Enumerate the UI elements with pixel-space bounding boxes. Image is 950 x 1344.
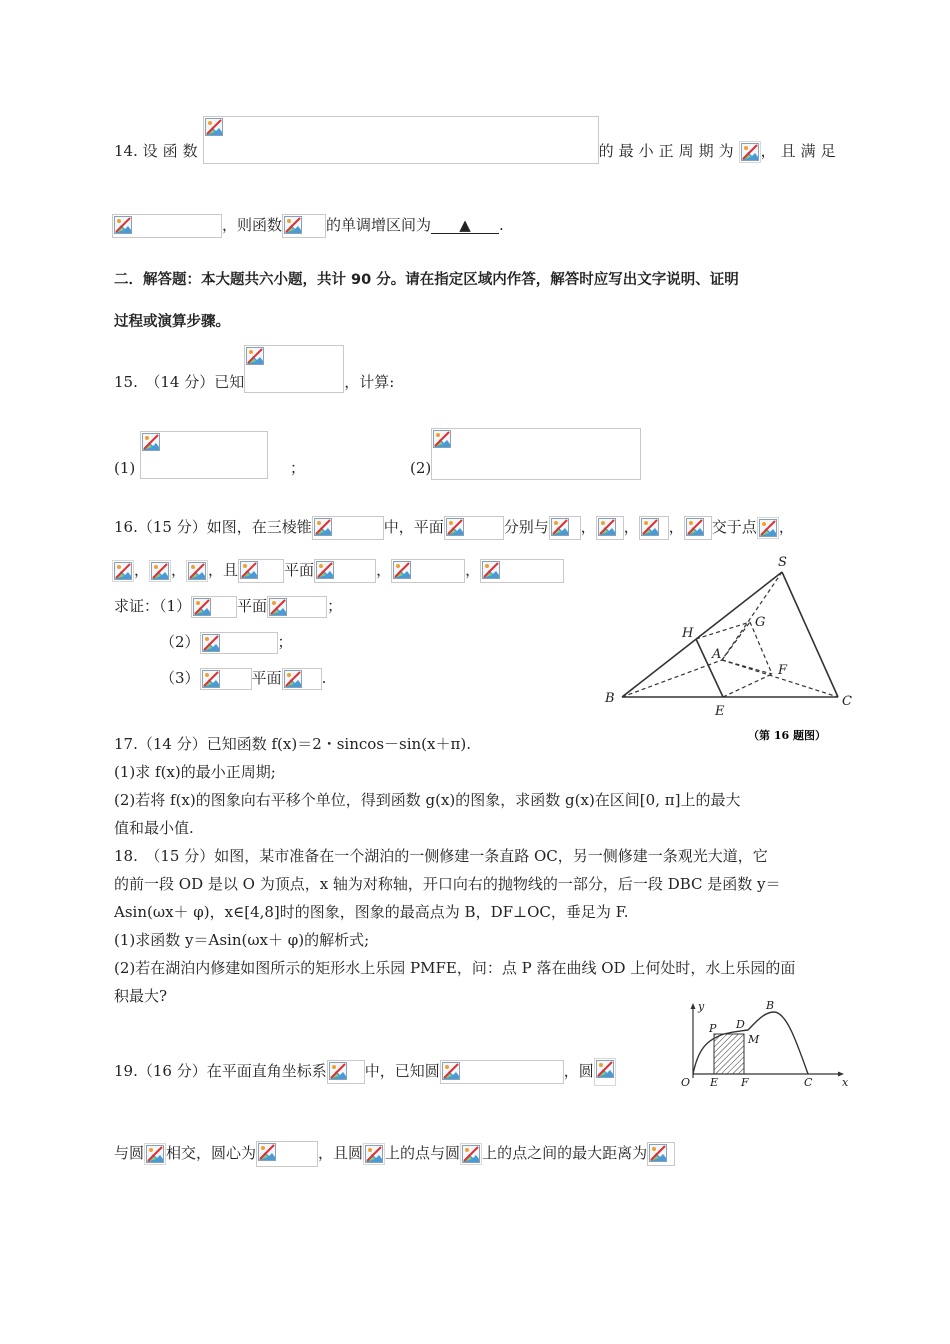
formula-image bbox=[191, 596, 237, 618]
q19-line-1: 19.（16 分）在平面直角坐标系 中，已知圆 ，圆 bbox=[114, 1058, 616, 1086]
q17-line-3: (2)若将 f(x)的图象向右平移个单位，得到函数 g(x)的图象，求函数 g(x)在区间[0, π]上的最大 bbox=[114, 791, 741, 809]
formula-image bbox=[112, 214, 222, 238]
broken-image-icon bbox=[649, 1144, 667, 1162]
label-b: B bbox=[766, 1000, 775, 1012]
broken-image-icon bbox=[142, 433, 160, 451]
broken-image-icon bbox=[246, 347, 264, 365]
formula-image bbox=[238, 559, 284, 583]
formula-image bbox=[757, 517, 779, 539]
formula-image bbox=[549, 516, 581, 540]
q15-part-2: (2) bbox=[410, 458, 641, 480]
formula-image bbox=[431, 428, 641, 480]
broken-image-icon bbox=[329, 1062, 347, 1080]
broken-image-icon bbox=[284, 670, 302, 688]
broken-image-icon bbox=[193, 598, 211, 616]
q19-line-2: 与圆 相交，圆心为 ，且圆 上的点与圆 上的点之间的最大距离为 bbox=[114, 1141, 675, 1167]
broken-image-icon bbox=[641, 518, 659, 536]
formula-image bbox=[363, 1143, 385, 1165]
broken-image-icon bbox=[365, 1145, 383, 1163]
broken-image-icon bbox=[433, 430, 451, 448]
formula-image bbox=[144, 1143, 166, 1165]
formula-image bbox=[267, 596, 327, 618]
q15-line-1: 15. （14 分）已知 ，计算: bbox=[114, 372, 394, 393]
q15-part-1: (1) bbox=[114, 458, 268, 479]
broken-image-icon bbox=[146, 1145, 164, 1163]
broken-image-icon bbox=[759, 519, 777, 537]
q17-line-1: 17.（14 分）已知函数 f(x)＝2・sincos－sin(x＋π). bbox=[114, 735, 471, 753]
formula-image bbox=[647, 1142, 675, 1166]
broken-image-icon bbox=[393, 561, 411, 579]
broken-image-icon bbox=[202, 634, 220, 652]
q17-line-4: 值和最小值. bbox=[114, 819, 194, 837]
formula-image bbox=[596, 516, 624, 540]
edge-sc bbox=[782, 572, 838, 697]
broken-image-icon bbox=[284, 216, 302, 234]
label-e: E bbox=[715, 704, 725, 719]
formula-image bbox=[112, 560, 134, 582]
formula-image bbox=[639, 516, 669, 540]
q16-prove-2: （2） ； bbox=[160, 632, 293, 654]
formula-image bbox=[684, 516, 712, 540]
q16-line-1: 16.（15 分）如图，在三棱锥 中，平面 分别与 ， ， ， 交于点 ， bbox=[114, 516, 794, 540]
edge-ef bbox=[723, 674, 772, 697]
formula-image bbox=[460, 1143, 482, 1165]
broken-image-icon bbox=[258, 1143, 276, 1161]
label-f: F bbox=[778, 663, 788, 678]
section-heading-cont: 过程或演算步骤。 bbox=[114, 314, 230, 330]
broken-image-icon bbox=[205, 118, 223, 136]
formula-image bbox=[200, 632, 278, 654]
answer-blank[interactable]: ▲ bbox=[431, 217, 499, 234]
broken-image-icon bbox=[741, 143, 759, 161]
broken-image-icon bbox=[462, 1145, 480, 1163]
formula-image bbox=[314, 559, 376, 583]
formula-image bbox=[440, 1060, 564, 1084]
label-e: E bbox=[710, 1076, 719, 1089]
formula-image bbox=[327, 1060, 365, 1084]
label-f: F bbox=[741, 1076, 749, 1089]
label-g: G bbox=[755, 615, 766, 630]
broken-image-icon bbox=[314, 518, 332, 536]
lake-curve-figure bbox=[676, 1000, 856, 1100]
label-o: O bbox=[681, 1076, 691, 1089]
q18-line-4: (1)求函数 y＝Asin(ωx＋ φ)的解析式; bbox=[114, 931, 370, 949]
broken-image-icon bbox=[114, 216, 132, 234]
formula-image bbox=[594, 1058, 616, 1086]
broken-image-icon bbox=[686, 518, 704, 536]
q18-line-6: 积最大? bbox=[114, 987, 168, 1005]
rectangle-pmfe bbox=[714, 1034, 744, 1074]
formula-image bbox=[739, 141, 761, 163]
broken-image-icon bbox=[151, 562, 169, 580]
label-m: M bbox=[748, 1033, 760, 1046]
q15-semicolon: ； bbox=[290, 459, 306, 477]
formula-image bbox=[444, 516, 504, 540]
q18-line-1: 18. （15 分）如图，某市准备在一个湖泊的一侧修建一条直路 OC，另一侧修建一条观光大道，它 bbox=[114, 847, 768, 865]
edge-sb bbox=[622, 572, 782, 697]
formula-image bbox=[140, 431, 268, 479]
q17-line-2: (1)求 f(x)的最小正周期; bbox=[114, 763, 276, 781]
broken-image-icon bbox=[316, 561, 334, 579]
edge-ba bbox=[622, 660, 722, 697]
formula-image bbox=[312, 516, 384, 540]
section-heading: 二．解答题：本大题共六小题，共计 90 分。请在指定区域内作答，解答时应写出文字说明、证明 bbox=[114, 272, 739, 288]
broken-image-icon bbox=[188, 562, 206, 580]
formula-image bbox=[149, 560, 171, 582]
broken-image-icon bbox=[240, 561, 258, 579]
label-b: B bbox=[605, 691, 615, 706]
q14-line-1: 14. 设函数 的最小正周期为 ，且满足 bbox=[114, 140, 841, 164]
edge-af bbox=[722, 660, 772, 674]
formula-image bbox=[480, 559, 564, 583]
broken-image-icon bbox=[442, 1062, 460, 1080]
q18-line-5: (2)若在湖泊内修建如图所示的矩形水上乐园 PMFE，问：点 P 落在曲线 OD 上何处时，水上乐园的面 bbox=[114, 959, 796, 977]
q16-prove-1: 求证：（1） 平面 ； bbox=[114, 596, 342, 618]
label-d: D bbox=[736, 1018, 745, 1031]
broken-image-icon bbox=[482, 561, 500, 579]
broken-image-icon bbox=[202, 670, 220, 688]
broken-image-icon bbox=[596, 1060, 614, 1078]
broken-image-icon bbox=[114, 562, 132, 580]
label-c: C bbox=[842, 694, 852, 709]
formula-image bbox=[186, 560, 208, 582]
label-s: S bbox=[778, 555, 787, 570]
broken-image-icon bbox=[598, 518, 616, 536]
label-a: A bbox=[712, 647, 722, 662]
broken-image-icon bbox=[551, 518, 569, 536]
formula-image bbox=[203, 116, 599, 164]
q16-line-2: ， ， ，且 平面 ， ， bbox=[112, 559, 564, 583]
tetrahedron-figure bbox=[600, 550, 860, 750]
q18-line-2: 的前一段 OD 是以 O 为顶点，x 轴为对称轴，开口向右的抛物线的一部分，后一段 DBC 是函数 y＝ bbox=[114, 875, 781, 893]
label-p: P bbox=[709, 1022, 717, 1035]
formula-image bbox=[244, 345, 344, 393]
formula-image bbox=[200, 668, 252, 690]
q16-prove-3: （3） 平面 . bbox=[160, 668, 326, 690]
formula-image bbox=[282, 214, 326, 238]
q14-line-2: ，则函数 的单调增区间为 ▲ . bbox=[112, 214, 504, 238]
q18-line-3: Asin(ωx＋ φ)，x∈[4,8]时的图象，图象的最高点为 B，DF⊥OC，垂足为 F. bbox=[114, 903, 629, 921]
formula-image bbox=[391, 559, 465, 583]
broken-image-icon bbox=[269, 598, 287, 616]
formula-image bbox=[256, 1141, 318, 1167]
label-y: y bbox=[698, 1000, 705, 1013]
label-h: H bbox=[682, 626, 694, 641]
edge-ag bbox=[722, 622, 750, 660]
y-axis-arrow bbox=[691, 1003, 696, 1009]
broken-image-icon bbox=[446, 518, 464, 536]
label-c: C bbox=[804, 1076, 813, 1089]
label-x: x bbox=[842, 1076, 849, 1089]
formula-image bbox=[282, 668, 322, 690]
figure-caption: （第 16 题图） bbox=[748, 729, 826, 742]
